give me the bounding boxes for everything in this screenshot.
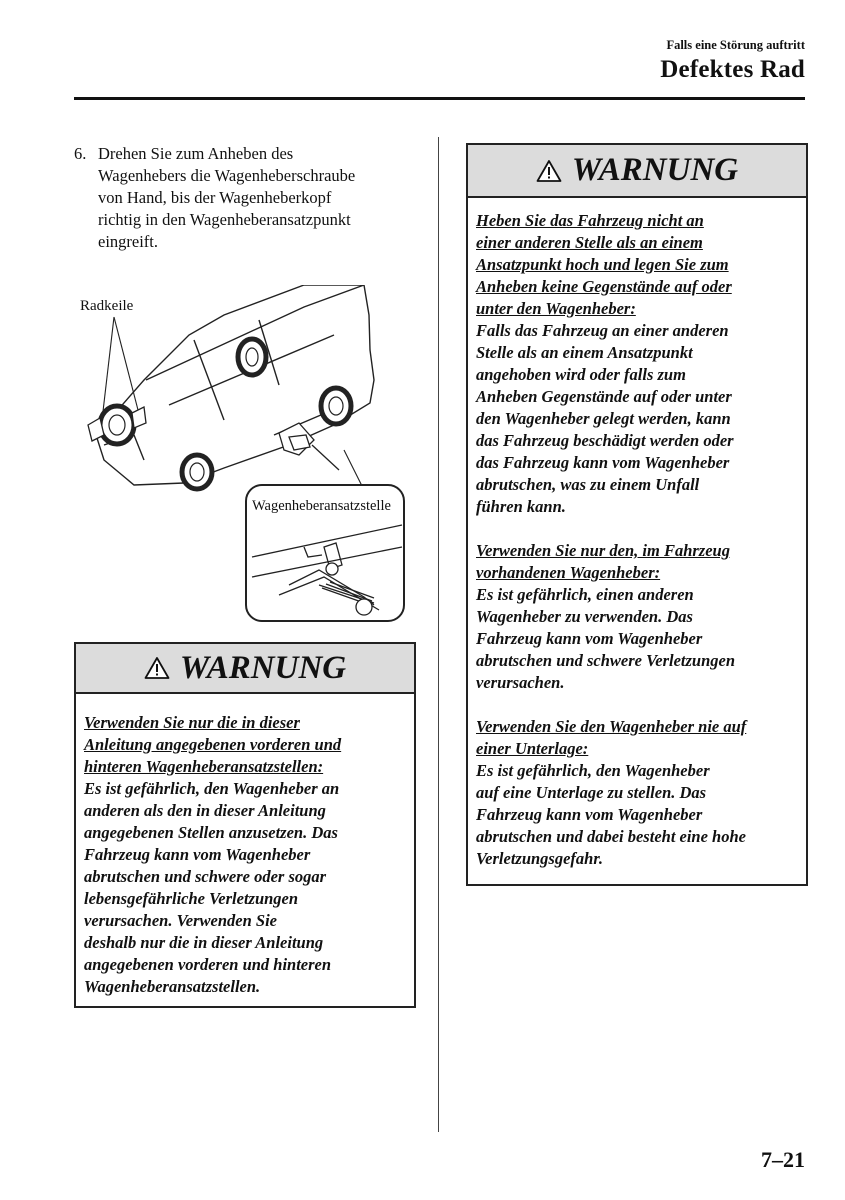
warning-body-line: Es ist gefährlich, einen anderen [476, 585, 694, 604]
car-jack-drawing [74, 285, 414, 625]
column-divider [438, 137, 439, 1132]
warning-body-line: Wagenheberansatzstellen. [84, 977, 261, 996]
warning-body-line: Wagenheber zu verwenden. Das [476, 607, 693, 626]
page-number: 7–21 [761, 1147, 805, 1172]
warning-body-line: Es ist gefährlich, den Wagenheber [476, 761, 710, 780]
warning-body-line: Es ist gefährlich, den Wagenheber an [84, 779, 340, 798]
jack-point-label: Wagenheberansatzstelle [252, 498, 391, 514]
wheel-icon [238, 339, 266, 375]
warning-heading-line: Heben Sie das Fahrzeug nicht an [476, 211, 704, 230]
warning-heading-line: Verwenden Sie den Wagenheber nie auf [476, 717, 747, 736]
step-6 [74, 143, 434, 253]
warning-heading-line: unter den Wagenheber: [476, 299, 636, 318]
warning-body-line: abrutschen und schwere Verletzungen [476, 651, 736, 670]
warning-body-line: deshalb nur die in dieser Anleitung [84, 933, 324, 952]
warning-box-left [74, 642, 416, 1008]
step-number: 6. [74, 144, 87, 163]
step-line: richtig in den Wagenheberansatzpunkt [98, 210, 351, 229]
wheel-icon [100, 406, 134, 444]
jack-illustration [74, 285, 414, 625]
warning-triangle-icon [536, 159, 562, 183]
warning-heading-line: Anheben keine Gegenstände auf oder [476, 277, 732, 296]
warning-heading-line: Ansatzpunkt hoch und legen Sie zum [476, 255, 729, 274]
wheel-icon [321, 388, 351, 424]
warning-body-line: auf eine Unterlage zu stellen. Das [476, 783, 707, 802]
warning-header [76, 644, 414, 694]
warning-body-line: angegebenen Stellen anzusetzen. Das [84, 823, 338, 842]
warning-section [476, 210, 798, 518]
warning-title: WARNUNG [571, 152, 739, 188]
wheel-icon [182, 455, 212, 489]
warning-title: WARNUNG [179, 649, 347, 686]
warning-heading-line: vorhandenen Wagenheber: [476, 563, 661, 582]
section-title: Falls eine Störung auftritt [666, 38, 805, 52]
jack-icon [279, 423, 339, 470]
header-rule [74, 97, 805, 100]
page-title: Defektes Rad [660, 56, 805, 83]
warning-section [476, 540, 798, 694]
warning-body-line: führen kann. [476, 497, 566, 516]
step-line: eingreift. [98, 232, 159, 251]
warning-section [476, 716, 798, 870]
warning-body-line: Fahrzeug kann vom Wagenheber [476, 805, 703, 824]
warning-body-line: lebensgefährliche Verletzungen [84, 889, 299, 908]
warning-heading-line: Verwenden Sie nur die in dieser [84, 713, 300, 732]
warning-body-line: angehoben wird oder falls zum [476, 365, 686, 384]
warning-body-line: abrutschen und dabei besteht eine hohe [476, 827, 746, 846]
warning-body-line: abrutschen, was zu einem Unfall [476, 475, 700, 494]
warning-body-line: den Wagenheber gelegt werden, kann [476, 409, 731, 428]
warning-body-line: Stelle als an einem Ansatzpunkt [476, 343, 693, 362]
step-line: Drehen Sie zum Anheben des [98, 144, 294, 163]
step-line: von Hand, bis der Wagenheberkopf [98, 188, 332, 207]
warning-body-line: Fahrzeug kann vom Wagenheber [476, 629, 703, 648]
warning-body-line: Falls das Fahrzeug an einer anderen [476, 321, 729, 340]
warning-header [468, 145, 806, 198]
warning-body-line: angegebenen vorderen und hinteren [84, 955, 332, 974]
step-line: Wagenhebers die Wagenheberschraube [98, 166, 356, 185]
warning-heading-line: einer Unterlage: [476, 739, 589, 758]
warning-body-line: anderen als den in dieser Anleitung [84, 801, 326, 820]
warning-triangle-icon [144, 656, 170, 680]
warning-box-right [466, 143, 808, 886]
warning-body-line: Anheben Gegenstände auf oder unter [476, 387, 732, 406]
warning-heading-line: Verwenden Sie nur den, im Fahrzeug [476, 541, 730, 560]
warning-body-line: abrutschen und schwere oder sogar [84, 867, 327, 886]
car-outline [96, 285, 374, 485]
wheel-chocks-label: Radkeile [80, 298, 134, 314]
warning-heading-line: Anleitung angegebenen vorderen und [84, 735, 342, 754]
warning-body-line: Verletzungsgefahr. [476, 849, 603, 868]
warning-body-line: das Fahrzeug beschädigt werden oder [476, 431, 734, 450]
warning-body-line: verursachen. Verwenden Sie [84, 911, 277, 930]
warning-body-line: das Fahrzeug kann vom Wagenheber [476, 453, 730, 472]
warning-body-line: Fahrzeug kann vom Wagenheber [84, 845, 311, 864]
warning-heading-line: einer anderen Stelle als an einem [476, 233, 703, 252]
warning-heading-line: hinteren Wagenheberansatzstellen: [84, 757, 324, 776]
warning-body-line: verursachen. [476, 673, 565, 692]
